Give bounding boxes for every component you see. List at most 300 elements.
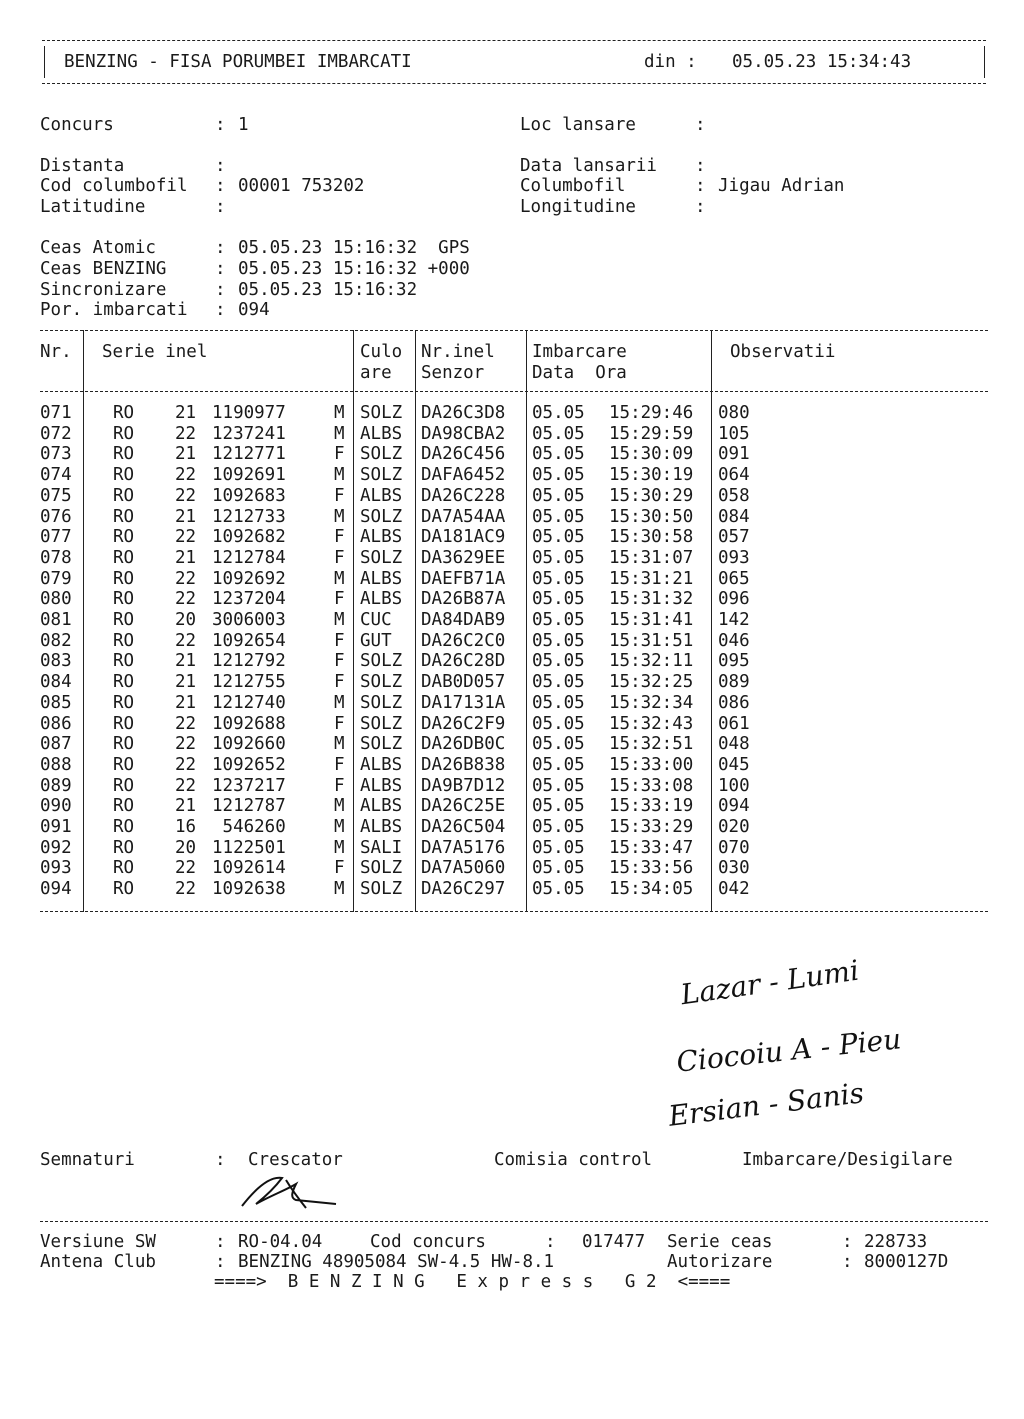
cell-an: 22 [175, 423, 197, 444]
cell-data: 05.05 [532, 423, 585, 444]
cell-senzor: DA26B87A [421, 589, 506, 610]
cell-inel: 1212755 [212, 672, 286, 693]
cell-observatii: 061 [718, 713, 750, 734]
cell-sex: F [334, 589, 345, 610]
cell-sex: F [334, 547, 345, 568]
cell-data: 05.05 [532, 465, 585, 486]
concurs-colon: : [215, 115, 226, 135]
cell-sex: M [334, 568, 345, 589]
cell-culoare: SOLZ [360, 858, 403, 879]
cell-senzor: DA84DAB9 [421, 610, 506, 630]
cell-senzor: DA26C2F9 [421, 713, 506, 734]
cell-ora: 15:33:56 [609, 858, 694, 879]
title-box-bottom [42, 83, 986, 84]
data-lansarii-colon: : [695, 156, 706, 176]
cell-tara: RO [113, 527, 135, 548]
cell-an: 22 [175, 465, 197, 486]
cell-ora: 15:31:21 [609, 568, 694, 589]
cell-nr: 088 [40, 754, 72, 775]
cell-nr: 071 [40, 403, 72, 423]
cell-sex: F [334, 775, 345, 796]
cell-inel: 1092683 [212, 485, 286, 506]
serie-ceas-value: 228733 [864, 1232, 928, 1252]
cod-concurs-label: Cod concurs [370, 1232, 486, 1252]
cell-sex: M [334, 610, 345, 630]
cell-observatii: 046 [718, 630, 750, 651]
table-row [0, 734, 1024, 755]
cell-an: 22 [175, 589, 197, 610]
cell-data: 05.05 [532, 713, 585, 734]
cell-senzor: DAFA6452 [421, 465, 506, 486]
cell-sex: M [334, 734, 345, 755]
cell-observatii: 058 [718, 485, 750, 506]
cell-an: 21 [175, 651, 197, 672]
distanta-colon: : [215, 156, 226, 176]
cell-ora: 15:34:05 [609, 879, 694, 900]
cell-ora: 15:32:11 [609, 651, 694, 672]
cell-senzor: DA26DB0C [421, 734, 506, 755]
cell-an: 22 [175, 485, 197, 506]
cell-an: 21 [175, 692, 197, 713]
cell-nr: 085 [40, 692, 72, 713]
cell-data: 05.05 [532, 403, 585, 423]
cell-an: 21 [175, 506, 197, 527]
crescator-signature [236, 1170, 346, 1212]
cell-an: 21 [175, 444, 197, 465]
cell-tara: RO [113, 672, 135, 693]
cell-sex: F [334, 630, 345, 651]
handwritten-line-2: Ciocoiu A - Pieu [674, 1022, 903, 1079]
cell-data: 05.05 [532, 589, 585, 610]
cell-ora: 15:33:00 [609, 754, 694, 775]
cell-observatii: 042 [718, 879, 750, 900]
cell-sex: F [334, 444, 345, 465]
cell-ora: 15:31:41 [609, 610, 694, 630]
loc-colon: : [695, 115, 706, 135]
document-title: BENZING - FISA PORUMBEI IMBARCATI [64, 52, 412, 72]
cell-inel: 1122501 [212, 837, 286, 858]
cell-culoare: GUT [360, 630, 392, 651]
table-top-rule [40, 330, 988, 331]
cell-tara: RO [113, 837, 135, 858]
cell-data: 05.05 [532, 527, 585, 548]
sincronizare-label: Sincronizare [40, 280, 167, 300]
handwritten-line-1: Lazar - Lumi [678, 953, 861, 1012]
cell-observatii: 105 [718, 423, 750, 444]
autorizare-colon: : [842, 1252, 853, 1272]
serie-ceas-label: Serie ceas [667, 1232, 773, 1252]
concurs-value: 1 [238, 115, 249, 135]
cell-sex: M [334, 692, 345, 713]
por-imbarcati-colon: : [215, 300, 226, 320]
cell-culoare: SOLZ [360, 651, 403, 672]
cell-inel: 1092692 [212, 568, 286, 589]
footer-rule [40, 1221, 988, 1222]
cell-culoare: SOLZ [360, 403, 403, 423]
table-bottom-rule [40, 911, 988, 912]
cell-nr: 090 [40, 796, 72, 817]
cell-nr: 076 [40, 506, 72, 527]
cell-tara: RO [113, 444, 135, 465]
table-row [0, 714, 1024, 735]
cell-an: 22 [175, 713, 197, 734]
versiune-sw-colon: : [215, 1232, 226, 1252]
cell-nr: 081 [40, 610, 72, 630]
cell-inel: 1212733 [212, 506, 286, 527]
cell-senzor: DA17131A [421, 692, 506, 713]
ceas-benzing-value: 05.05.23 15:16:32 +000 [238, 259, 470, 279]
semnaturi-label: Semnaturi [40, 1150, 135, 1170]
cell-culoare: SOLZ [360, 734, 403, 755]
cell-inel: 546260 [212, 817, 286, 837]
cell-sex: F [334, 651, 345, 672]
cell-observatii: 020 [718, 817, 750, 837]
cell-observatii: 030 [718, 858, 750, 879]
columbofil-colon: : [695, 176, 706, 196]
cell-culoare: SOLZ [360, 672, 403, 693]
cell-ora: 15:31:51 [609, 630, 694, 651]
cell-ora: 15:33:29 [609, 817, 694, 837]
cod-concurs-colon: : [545, 1232, 556, 1252]
antena-club-value: BENZING 48905084 SW-4.5 HW-8.1 [238, 1252, 555, 1272]
data-lansarii-label: Data lansarii [520, 156, 657, 176]
cell-ora: 15:29:59 [609, 423, 694, 444]
cell-sex: F [334, 527, 345, 548]
cell-culoare: ALBS [360, 423, 403, 444]
cell-data: 05.05 [532, 837, 585, 858]
cod-columbofil-colon: : [215, 176, 226, 196]
cell-tara: RO [113, 485, 135, 506]
table-row [0, 424, 1024, 445]
cell-an: 22 [175, 527, 197, 548]
antena-club-label: Antena Club [40, 1252, 156, 1272]
table-row [0, 796, 1024, 817]
sincronizare-colon: : [215, 280, 226, 300]
semnaturi-colon: : [215, 1150, 226, 1170]
concurs-label: Concurs [40, 115, 114, 135]
cell-data: 05.05 [532, 858, 585, 879]
table-body [0, 403, 1024, 903]
cell-culoare: SOLZ [360, 879, 403, 900]
cell-observatii: 091 [718, 444, 750, 465]
cell-ora: 15:32:34 [609, 692, 694, 713]
versiune-sw-label: Versiune SW [40, 1232, 156, 1252]
cell-nr: 092 [40, 837, 72, 858]
table-row [0, 548, 1024, 569]
latitudine-colon: : [215, 197, 226, 217]
cell-sex: M [334, 837, 345, 858]
cell-ora: 15:30:09 [609, 444, 694, 465]
table-row [0, 527, 1024, 548]
cell-an: 22 [175, 734, 197, 755]
cell-observatii: 080 [718, 403, 750, 423]
title-box-left [44, 46, 45, 78]
cell-senzor: DA3629EE [421, 547, 506, 568]
cell-culoare: CUC [360, 610, 392, 630]
cell-data: 05.05 [532, 879, 585, 900]
cell-tara: RO [113, 692, 135, 713]
cell-observatii: 100 [718, 775, 750, 796]
table-row [0, 838, 1024, 859]
cell-nr: 084 [40, 672, 72, 693]
cell-senzor: DA7A5060 [421, 858, 506, 879]
latitudine-label: Latitudine [40, 197, 146, 217]
ceas-benzing-label: Ceas BENZING [40, 259, 167, 279]
cell-senzor: DA7A5176 [421, 837, 506, 858]
cell-data: 05.05 [532, 817, 585, 837]
cell-an: 22 [175, 879, 197, 900]
cell-culoare: ALBS [360, 754, 403, 775]
header-culoare-1: Culo [360, 342, 403, 362]
table-row [0, 465, 1024, 486]
table-row [0, 444, 1024, 465]
cell-senzor: DAEFB71A [421, 568, 506, 589]
cell-sex: M [334, 817, 345, 837]
cell-data: 05.05 [532, 651, 585, 672]
por-imbarcati-label: Por. imbarcati [40, 300, 188, 320]
table-row [0, 507, 1024, 528]
cell-inel: 1092654 [212, 630, 286, 651]
table-row [0, 879, 1024, 900]
cell-tara: RO [113, 610, 135, 630]
cell-data: 05.05 [532, 485, 585, 506]
cell-culoare: SALI [360, 837, 403, 858]
cell-senzor: DA26B838 [421, 754, 506, 775]
cod-columbofil-value: 00001 753202 [238, 176, 365, 196]
cell-sex: F [334, 713, 345, 734]
cell-nr: 093 [40, 858, 72, 879]
cell-ora: 15:29:46 [609, 403, 694, 423]
table-row [0, 569, 1024, 590]
cell-senzor: DA26C456 [421, 444, 506, 465]
cell-nr: 080 [40, 589, 72, 610]
cell-tara: RO [113, 754, 135, 775]
cell-tara: RO [113, 734, 135, 755]
table-row [0, 755, 1024, 776]
cell-tara: RO [113, 796, 135, 817]
header-culoare-2: are [360, 363, 392, 383]
cell-observatii: 070 [718, 837, 750, 858]
cell-an: 21 [175, 672, 197, 693]
por-imbarcati-value: 094 [238, 300, 270, 320]
columbofil-label: Columbofil [520, 176, 626, 196]
cell-an: 20 [175, 610, 197, 630]
cell-culoare: ALBS [360, 589, 403, 610]
cell-inel: 1237241 [212, 423, 286, 444]
sincronizare-value: 05.05.23 15:16:32 [238, 280, 418, 300]
cell-data: 05.05 [532, 610, 585, 630]
cell-nr: 075 [40, 485, 72, 506]
table-header-rule [40, 391, 988, 392]
cell-nr: 091 [40, 817, 72, 837]
cell-inel: 1212792 [212, 651, 286, 672]
imbarcare-desigilare-label: Imbarcare/Desigilare [742, 1150, 953, 1170]
benzing-express-banner: ====> B E N Z I N G E x p r e s s G 2 <==== [214, 1272, 731, 1292]
cell-sex: M [334, 403, 345, 423]
cell-nr: 074 [40, 465, 72, 486]
cell-tara: RO [113, 403, 135, 423]
cell-tara: RO [113, 568, 135, 589]
cell-ora: 15:31:32 [609, 589, 694, 610]
cell-culoare: ALBS [360, 568, 403, 589]
cell-an: 21 [175, 796, 197, 817]
table-row [0, 817, 1024, 838]
cell-data: 05.05 [532, 754, 585, 775]
crescator-label: Crescator [248, 1150, 343, 1170]
cell-observatii: 096 [718, 589, 750, 610]
cell-ora: 15:30:50 [609, 506, 694, 527]
table-row [0, 776, 1024, 797]
cell-ora: 15:30:19 [609, 465, 694, 486]
cell-senzor: DA26C25E [421, 796, 506, 817]
autorizare-value: 8000127D [864, 1252, 949, 1272]
cell-inel: 1092652 [212, 754, 286, 775]
cell-nr: 087 [40, 734, 72, 755]
table-row [0, 651, 1024, 672]
cell-inel: 1212771 [212, 444, 286, 465]
cell-culoare: ALBS [360, 775, 403, 796]
cell-an: 16 [175, 817, 197, 837]
cell-sex: F [334, 754, 345, 775]
cell-observatii: 045 [718, 754, 750, 775]
table-row [0, 589, 1024, 610]
cell-an: 22 [175, 754, 197, 775]
cell-ora: 15:32:25 [609, 672, 694, 693]
cell-inel: 1092688 [212, 713, 286, 734]
cell-observatii: 089 [718, 672, 750, 693]
cell-data: 05.05 [532, 506, 585, 527]
cell-data: 05.05 [532, 568, 585, 589]
handwritten-line-3: Ersian - Sanis [666, 1076, 866, 1133]
cell-nr: 072 [40, 423, 72, 444]
cell-sex: M [334, 423, 345, 444]
cell-nr: 078 [40, 547, 72, 568]
cell-nr: 089 [40, 775, 72, 796]
cell-observatii: 048 [718, 734, 750, 755]
cell-inel: 3006003 [212, 610, 286, 630]
cell-inel: 1092614 [212, 858, 286, 879]
ceas-atomic-label: Ceas Atomic [40, 238, 156, 258]
longitudine-colon: : [695, 197, 706, 217]
header-nrinel-2: Senzor [421, 363, 485, 383]
cell-tara: RO [113, 547, 135, 568]
cell-inel: 1237217 [212, 775, 286, 796]
cell-an: 22 [175, 630, 197, 651]
cell-inel: 1092638 [212, 879, 286, 900]
table-row [0, 693, 1024, 714]
cell-tara: RO [113, 423, 135, 444]
cell-ora: 15:30:58 [609, 527, 694, 548]
cell-senzor: DA9B7D12 [421, 775, 506, 796]
cell-data: 05.05 [532, 796, 585, 817]
cell-an: 20 [175, 837, 197, 858]
cell-observatii: 086 [718, 692, 750, 713]
cell-culoare: ALBS [360, 796, 403, 817]
header-nr: Nr. [40, 342, 72, 362]
cell-nr: 077 [40, 527, 72, 548]
cell-tara: RO [113, 651, 135, 672]
distanta-label: Distanta [40, 156, 125, 176]
cell-nr: 073 [40, 444, 72, 465]
cell-nr: 079 [40, 568, 72, 589]
cell-tara: RO [113, 775, 135, 796]
cell-data: 05.05 [532, 672, 585, 693]
cell-data: 05.05 [532, 734, 585, 755]
title-box-top [42, 40, 986, 41]
cell-culoare: SOLZ [360, 547, 403, 568]
table-row [0, 672, 1024, 693]
cell-tara: RO [113, 817, 135, 837]
cell-senzor: DA26C297 [421, 879, 506, 900]
cell-inel: 1212784 [212, 547, 286, 568]
cell-observatii: 065 [718, 568, 750, 589]
cell-nr: 086 [40, 713, 72, 734]
cell-data: 05.05 [532, 775, 585, 796]
cell-nr: 082 [40, 630, 72, 651]
cell-inel: 1237204 [212, 589, 286, 610]
cell-tara: RO [113, 465, 135, 486]
cell-inel: 1092660 [212, 734, 286, 755]
cell-an: 22 [175, 568, 197, 589]
cell-senzor: DA98CBA2 [421, 423, 506, 444]
din-value: 05.05.23 15:34:43 [732, 52, 912, 72]
serie-ceas-colon: : [842, 1232, 853, 1252]
table-row [0, 486, 1024, 507]
cell-culoare: ALBS [360, 817, 403, 837]
ceas-atomic-value: 05.05.23 15:16:32 GPS [238, 238, 470, 258]
cell-observatii: 142 [718, 610, 750, 630]
cell-data: 05.05 [532, 630, 585, 651]
cell-sex: F [334, 672, 345, 693]
cell-ora: 15:33:08 [609, 775, 694, 796]
cell-observatii: 094 [718, 796, 750, 817]
cell-senzor: DA26C2C0 [421, 630, 506, 651]
columbofil-value: Jigau Adrian [718, 176, 845, 196]
cell-senzor: DA26C28D [421, 651, 506, 672]
cell-nr: 083 [40, 651, 72, 672]
loc-label: Loc lansare [520, 115, 636, 135]
cell-senzor: DAB0D057 [421, 672, 506, 693]
cell-culoare: SOLZ [360, 506, 403, 527]
cell-sex: M [334, 796, 345, 817]
table-row [0, 858, 1024, 879]
cell-culoare: ALBS [360, 527, 403, 548]
cell-observatii: 093 [718, 547, 750, 568]
cod-concurs-value: 017477 [582, 1232, 646, 1252]
cell-culoare: ALBS [360, 485, 403, 506]
cell-senzor: DA7A54AA [421, 506, 506, 527]
cell-an: 21 [175, 403, 197, 423]
cell-tara: RO [113, 589, 135, 610]
cell-inel: 1212787 [212, 796, 286, 817]
din-label: din : [644, 52, 697, 72]
cell-nr: 094 [40, 879, 72, 900]
cell-sex: M [334, 506, 345, 527]
table-row [0, 631, 1024, 652]
cell-observatii: 095 [718, 651, 750, 672]
cell-data: 05.05 [532, 547, 585, 568]
cell-data: 05.05 [532, 692, 585, 713]
autorizare-label: Autorizare [667, 1252, 773, 1272]
cell-tara: RO [113, 713, 135, 734]
cell-ora: 15:31:07 [609, 547, 694, 568]
cell-senzor: DA26C3D8 [421, 403, 506, 423]
table-row [0, 610, 1024, 631]
header-observatii: Observatii [730, 342, 836, 362]
cell-ora: 15:32:43 [609, 713, 694, 734]
cell-inel: 1212740 [212, 692, 286, 713]
cell-sex: M [334, 879, 345, 900]
